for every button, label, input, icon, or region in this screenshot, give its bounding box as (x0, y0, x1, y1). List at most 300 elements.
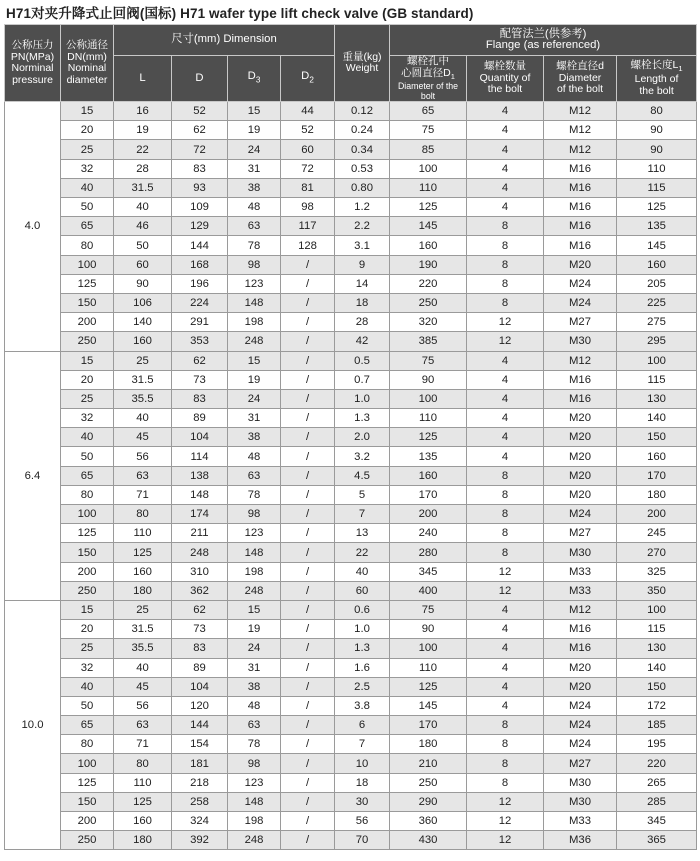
table-cell: M24 (544, 274, 617, 293)
table-cell: 140 (617, 658, 697, 677)
table-cell: 60 (335, 581, 390, 600)
table-cell: 90 (390, 620, 467, 639)
table-cell: 160 (114, 562, 172, 581)
table-cell: 8 (467, 524, 544, 543)
table-cell: 220 (390, 274, 467, 293)
table-cell: 200 (61, 313, 114, 332)
table-row (5, 696, 697, 715)
table-cell: / (281, 313, 335, 332)
table-cell: 130 (617, 639, 697, 658)
table-cell: / (281, 677, 335, 696)
table-cell: 8 (467, 255, 544, 274)
table-cell: M24 (544, 505, 617, 524)
table-cell: 31 (228, 658, 281, 677)
table-cell: 8 (467, 217, 544, 236)
table-row (5, 831, 697, 850)
table-cell: 8 (467, 274, 544, 293)
table-cell: 172 (617, 696, 697, 715)
table-cell: 83 (172, 159, 228, 178)
table-cell: / (281, 524, 335, 543)
table-cell: / (281, 658, 335, 677)
table-cell: 181 (172, 754, 228, 773)
table-cell: 270 (617, 543, 697, 562)
table-cell: 320 (390, 313, 467, 332)
table-row (5, 754, 697, 773)
table-cell: 125 (61, 274, 114, 293)
table-cell: 6 (335, 716, 390, 735)
table-cell: 248 (228, 831, 281, 850)
table-cell: 198 (228, 812, 281, 831)
table-cell: 125 (114, 792, 172, 811)
table-cell: 8 (467, 716, 544, 735)
table-cell: 70 (335, 831, 390, 850)
table-cell: 71 (114, 735, 172, 754)
table-cell: M33 (544, 581, 617, 600)
table-cell: 353 (172, 332, 228, 351)
table-cell: 180 (617, 485, 697, 504)
table-cell: 220 (617, 754, 697, 773)
table-cell: M12 (544, 351, 617, 370)
table-cell: 63 (228, 217, 281, 236)
table-cell: 4 (467, 370, 544, 389)
table-cell: 40 (114, 658, 172, 677)
table-cell: 32 (61, 658, 114, 677)
table-cell: 80 (61, 236, 114, 255)
table-row (5, 102, 697, 121)
table-row (5, 505, 697, 524)
table-row (5, 121, 697, 140)
table-cell: 65 (61, 716, 114, 735)
table-cell: 114 (172, 447, 228, 466)
table-cell: 4 (467, 102, 544, 121)
table-cell: M20 (544, 428, 617, 447)
table-cell: 63 (114, 466, 172, 485)
table-cell: 100 (61, 754, 114, 773)
table-cell: 8 (467, 773, 544, 792)
header-weight: 重量(kg) Weight (335, 25, 390, 102)
table-cell: / (281, 812, 335, 831)
table-cell: 135 (390, 447, 467, 466)
table-cell: M27 (544, 524, 617, 543)
nominal-pressure-cell: 4.0 (5, 102, 61, 351)
table-cell: 4 (467, 447, 544, 466)
table-cell: 0.7 (335, 370, 390, 389)
table-cell: M16 (544, 217, 617, 236)
table-cell: 2.0 (335, 428, 390, 447)
table-cell: 12 (467, 332, 544, 351)
table-cell: 100 (390, 389, 467, 408)
table-cell: 73 (172, 370, 228, 389)
table-cell: 200 (61, 812, 114, 831)
table-cell: 109 (172, 198, 228, 217)
table-cell: 1.3 (335, 639, 390, 658)
table-cell: 290 (390, 792, 467, 811)
table-cell: 89 (172, 409, 228, 428)
table-cell: 83 (172, 639, 228, 658)
table-cell: 160 (390, 466, 467, 485)
table-cell: 170 (617, 466, 697, 485)
table-cell: 15 (61, 351, 114, 370)
table-cell: M30 (544, 792, 617, 811)
table-cell: 81 (281, 178, 335, 197)
table-cell: 148 (228, 293, 281, 312)
table-cell: 90 (617, 140, 697, 159)
table-cell: 160 (390, 236, 467, 255)
table-cell: / (281, 716, 335, 735)
table-cell: 250 (61, 831, 114, 850)
table-cell: 245 (617, 524, 697, 543)
table-cell: 63 (114, 716, 172, 735)
table-cell: 12 (467, 831, 544, 850)
table-cell: 120 (172, 696, 228, 715)
table-cell: 385 (390, 332, 467, 351)
table-row (5, 409, 697, 428)
table-cell: M16 (544, 198, 617, 217)
table-cell: 285 (617, 792, 697, 811)
table-cell: 198 (228, 562, 281, 581)
table-cell: M33 (544, 812, 617, 831)
header-d3: $D_3$ (228, 56, 281, 102)
table-cell: / (281, 639, 335, 658)
table-cell: M16 (544, 389, 617, 408)
table-cell: 38 (228, 428, 281, 447)
table-cell: / (281, 389, 335, 408)
table-cell: 15 (228, 351, 281, 370)
table-cell: 280 (390, 543, 467, 562)
table-cell: 14 (335, 274, 390, 293)
table-cell: 200 (61, 562, 114, 581)
table-cell: 150 (617, 428, 697, 447)
table-cell: 180 (114, 581, 172, 600)
table-cell: 40 (61, 677, 114, 696)
table-cell: M16 (544, 236, 617, 255)
table-cell: 40 (335, 562, 390, 581)
table-cell: 28 (114, 159, 172, 178)
table-cell: M27 (544, 313, 617, 332)
table-cell: 125 (617, 198, 697, 217)
table-cell: 295 (617, 332, 697, 351)
table-cell: 150 (617, 677, 697, 696)
table-cell: 248 (228, 581, 281, 600)
table-cell: 12 (467, 313, 544, 332)
table-cell: 50 (61, 198, 114, 217)
table-cell: 100 (61, 505, 114, 524)
table-cell: 3.1 (335, 236, 390, 255)
table-cell: 140 (617, 409, 697, 428)
table-cell: 30 (335, 792, 390, 811)
table-cell: M16 (544, 159, 617, 178)
table-cell: 1.0 (335, 620, 390, 639)
table-cell: 8 (467, 754, 544, 773)
table-cell: 362 (172, 581, 228, 600)
table-cell: 19 (114, 121, 172, 140)
table-cell: 60 (281, 140, 335, 159)
table-cell: 225 (617, 293, 697, 312)
table-cell: 160 (617, 447, 697, 466)
table-cell: 0.5 (335, 351, 390, 370)
table-cell: 4 (467, 639, 544, 658)
table-cell: / (281, 581, 335, 600)
table-cell: 75 (390, 121, 467, 140)
table-cell: 140 (114, 313, 172, 332)
header-bolt-diameter: 螺栓直径d Diameter of the bolt (544, 56, 617, 102)
table-cell: 56 (114, 696, 172, 715)
table-cell: 110 (617, 159, 697, 178)
table-cell: 180 (114, 831, 172, 850)
table-cell: 148 (228, 543, 281, 562)
table-cell: 365 (617, 831, 697, 850)
table-row (5, 581, 697, 600)
table-cell: / (281, 466, 335, 485)
table-cell: 45 (114, 677, 172, 696)
table-cell: M30 (544, 543, 617, 562)
table-cell: 31.5 (114, 620, 172, 639)
table-cell: 174 (172, 505, 228, 524)
table-cell: / (281, 255, 335, 274)
table-cell: 35.5 (114, 639, 172, 658)
table-cell: 31.5 (114, 370, 172, 389)
table-cell: 44 (281, 102, 335, 121)
table-cell: 56 (335, 812, 390, 831)
table-cell: 291 (172, 313, 228, 332)
table-cell: 1.2 (335, 198, 390, 217)
header-bolt-quantity: 螺栓数量 Quantity of the bolt (467, 56, 544, 102)
table-row (5, 217, 697, 236)
table-row (5, 236, 697, 255)
table-cell: 31 (228, 409, 281, 428)
table-cell: / (281, 773, 335, 792)
table-cell: 48 (228, 447, 281, 466)
table-cell: 18 (335, 773, 390, 792)
table-cell: 52 (172, 102, 228, 121)
table-cell: M20 (544, 409, 617, 428)
table-cell: 62 (172, 600, 228, 619)
table-cell: 98 (228, 754, 281, 773)
table-cell: 250 (61, 581, 114, 600)
table-cell: 19 (228, 370, 281, 389)
table-cell: 20 (61, 121, 114, 140)
table-cell: / (281, 543, 335, 562)
table-cell: 62 (172, 121, 228, 140)
table-cell: / (281, 274, 335, 293)
table-cell: 12 (467, 792, 544, 811)
header-nominal-pressure: 公称压力 PN(MPa) Norminal pressure (5, 25, 61, 102)
table-cell: 205 (617, 274, 697, 293)
table-cell: 25 (114, 600, 172, 619)
table-cell: 392 (172, 831, 228, 850)
table-cell: 78 (228, 236, 281, 255)
table-cell: 8 (467, 735, 544, 754)
table-cell: 15 (228, 102, 281, 121)
table-cell: M12 (544, 102, 617, 121)
table-cell: 104 (172, 428, 228, 447)
spec-table (4, 24, 697, 850)
table-cell: 12 (467, 812, 544, 831)
table-cell: 22 (335, 543, 390, 562)
table-cell: 180 (390, 735, 467, 754)
table-cell: 250 (390, 773, 467, 792)
table-row (5, 677, 697, 696)
table-cell: 75 (390, 600, 467, 619)
table-cell: 90 (390, 370, 467, 389)
table-cell: 28 (335, 313, 390, 332)
table-cell: 20 (61, 620, 114, 639)
table-cell: 325 (617, 562, 697, 581)
table-cell: 98 (228, 505, 281, 524)
table-cell: / (281, 447, 335, 466)
table-cell: 7 (335, 505, 390, 524)
table-cell: 110 (390, 658, 467, 677)
table-cell: 0.80 (335, 178, 390, 197)
table-cell: 145 (390, 217, 467, 236)
table-cell: 106 (114, 293, 172, 312)
table-cell: 4 (467, 677, 544, 696)
table-cell: 32 (61, 159, 114, 178)
table-cell: / (281, 293, 335, 312)
table-row (5, 140, 697, 159)
table-cell: 250 (390, 293, 467, 312)
table-row (5, 332, 697, 351)
table-cell: 110 (114, 524, 172, 543)
table-cell: 224 (172, 293, 228, 312)
table-cell: M30 (544, 773, 617, 792)
table-cell: 15 (228, 600, 281, 619)
table-cell: 25 (61, 389, 114, 408)
table-cell: 125 (390, 198, 467, 217)
table-row (5, 620, 697, 639)
table-cell: 130 (617, 389, 697, 408)
table-cell: 218 (172, 773, 228, 792)
table-cell: 185 (617, 716, 697, 735)
table-cell: 4.5 (335, 466, 390, 485)
table-cell: 18 (335, 293, 390, 312)
table-cell: 72 (172, 140, 228, 159)
table-cell: 110 (390, 178, 467, 197)
table-cell: 117 (281, 217, 335, 236)
header-bolt-length: 螺栓长度$L_1$ Length of the bolt (617, 56, 697, 102)
table-cell: 3.8 (335, 696, 390, 715)
table-cell: M20 (544, 466, 617, 485)
table-cell: 211 (172, 524, 228, 543)
table-cell: 8 (467, 485, 544, 504)
table-cell: 15 (61, 600, 114, 619)
table-cell: M12 (544, 140, 617, 159)
table-cell: 115 (617, 370, 697, 389)
table-cell: 200 (390, 505, 467, 524)
table-cell: 1.3 (335, 409, 390, 428)
table-cell: 13 (335, 524, 390, 543)
table-cell: 198 (228, 313, 281, 332)
table-cell: 63 (228, 716, 281, 735)
table-cell: 80 (617, 102, 697, 121)
table-cell: 196 (172, 274, 228, 293)
table-cell: / (281, 600, 335, 619)
table-cell: 123 (228, 274, 281, 293)
table-cell: 100 (617, 351, 697, 370)
table-cell: 100 (61, 255, 114, 274)
table-cell: 115 (617, 178, 697, 197)
table-cell: 16 (114, 102, 172, 121)
table-row (5, 389, 697, 408)
table-cell: 160 (114, 332, 172, 351)
table-cell: 25 (61, 639, 114, 658)
table-cell: 72 (281, 159, 335, 178)
table-cell: 4 (467, 389, 544, 408)
table-cell: 38 (228, 178, 281, 197)
nominal-pressure-cell: 6.4 (5, 351, 61, 600)
table-cell: 63 (228, 466, 281, 485)
table-cell: 0.24 (335, 121, 390, 140)
table-row (5, 658, 697, 677)
table-row (5, 812, 697, 831)
table-cell: 104 (172, 677, 228, 696)
table-cell: 80 (114, 754, 172, 773)
table-cell: 430 (390, 831, 467, 850)
table-cell: 115 (617, 620, 697, 639)
table-cell: 100 (390, 159, 467, 178)
table-row (5, 639, 697, 658)
table-cell: 123 (228, 524, 281, 543)
table-cell: 4 (467, 428, 544, 447)
table-cell: / (281, 409, 335, 428)
table-cell: / (281, 735, 335, 754)
table-cell: 7 (335, 735, 390, 754)
table-cell: / (281, 620, 335, 639)
table-cell: 38 (228, 677, 281, 696)
table-cell: 65 (61, 217, 114, 236)
table-cell: 160 (114, 812, 172, 831)
table-row (5, 735, 697, 754)
table-cell: 310 (172, 562, 228, 581)
table-cell: 56 (114, 447, 172, 466)
table-row (5, 351, 697, 370)
table-cell: 22 (114, 140, 172, 159)
table-cell: / (281, 505, 335, 524)
table-row (5, 524, 697, 543)
table-cell: 80 (61, 735, 114, 754)
table-cell: 80 (61, 485, 114, 504)
table-row (5, 466, 697, 485)
table-cell: 265 (617, 773, 697, 792)
table-cell: 248 (228, 332, 281, 351)
table-cell: 8 (467, 505, 544, 524)
table-cell: 40 (61, 428, 114, 447)
table-cell: M24 (544, 735, 617, 754)
table-cell: 32 (61, 409, 114, 428)
table-cell: / (281, 754, 335, 773)
table-cell: 78 (228, 485, 281, 504)
table-cell: 83 (172, 389, 228, 408)
table-row (5, 178, 697, 197)
table-cell: 98 (281, 198, 335, 217)
table-cell: M16 (544, 620, 617, 639)
table-cell: 0.6 (335, 600, 390, 619)
table-cell: 125 (61, 524, 114, 543)
table-cell: 125 (61, 773, 114, 792)
table-cell: 10 (335, 754, 390, 773)
table-cell: 60 (114, 255, 172, 274)
table-cell: M33 (544, 562, 617, 581)
table-cell: / (281, 562, 335, 581)
header-flange: 配管法兰(供参考) Flange (as referenced) (390, 25, 697, 56)
table-row (5, 447, 697, 466)
table-cell: / (281, 332, 335, 351)
table-cell: 4 (467, 198, 544, 217)
table-cell: 123 (228, 773, 281, 792)
header-bolt-hole-diameter: 螺栓孔中 心圆直径$D_1$ Diameter of the bolt (390, 56, 467, 102)
table-cell: 2.5 (335, 677, 390, 696)
table-cell: 154 (172, 735, 228, 754)
